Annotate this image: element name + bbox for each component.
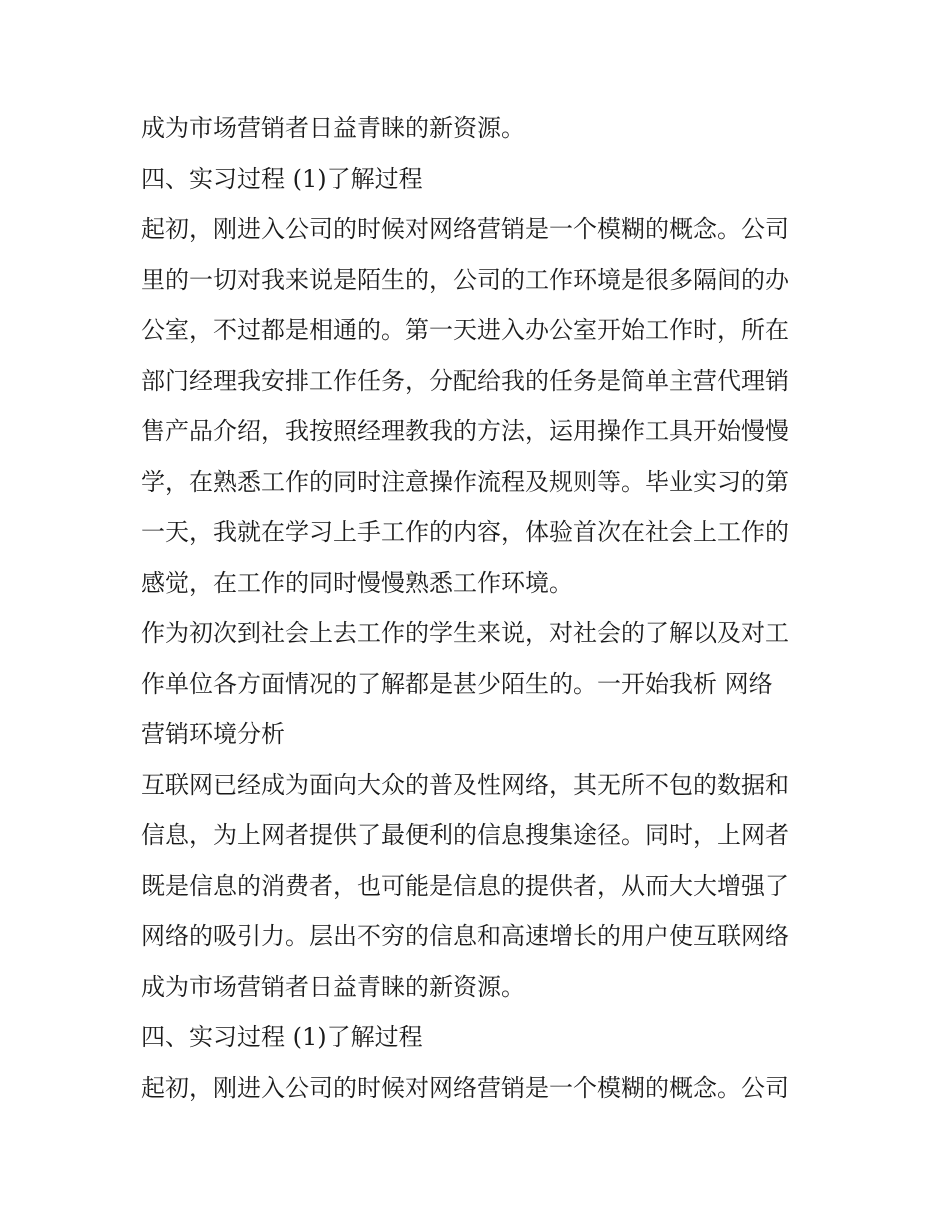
text-line: 起初，刚进入公司的时候对网络营销是一个模糊的概念。公司 <box>141 215 789 243</box>
section-heading: 四、实习过程 (1)了解过程 <box>141 1023 423 1051</box>
text-line: 网络的吸引力。层出不穷的信息和高速增长的用户使互联网络 <box>141 922 789 950</box>
text-line: 互联网已经成为面向大众的普及性网络，其无所不包的数据和 <box>141 770 789 799</box>
text-line: 既是信息的消费者，也可能是信息的提供者，从而大大增强了 <box>141 871 789 900</box>
text-line: 起初，刚进入公司的时候对网络营销是一个模糊的概念。公司 <box>141 1073 789 1102</box>
text-line: 里的一切对我来说是陌生的，公司的工作环境是很多隔间的办 <box>141 265 789 294</box>
body-text <box>141 103 821 1113</box>
text-line: 一天，我就在学习上手工作的内容，体验首次在社会上工作的 <box>141 518 789 546</box>
text-line: 作为初次到社会上去工作的学生来说，对社会的了解以及对工 <box>141 619 789 647</box>
text-line: 部门经理我安排工作任务，分配给我的任务是简单主营代理销 <box>141 366 789 395</box>
text-line: 信息，为上网者提供了最便利的信息搜集途径。同时，上网者 <box>141 821 789 849</box>
text-line: 售产品介绍，我按照经理教我的方法，运用操作工具开始慢慢 <box>141 417 789 445</box>
text-line: 成为市场营销者日益青睐的新资源。 <box>141 972 525 1001</box>
text-line: 作单位各方面情况的了解都是甚少陌生的。一开始我析 网络 <box>141 669 773 698</box>
section-heading: 四、实习过程 (1)了解过程 <box>141 164 423 193</box>
text-line: 公室，不过都是相通的。第一天进入办公室开始工作时，所在 <box>141 316 789 344</box>
text-line: 感觉，在工作的同时慢慢熟悉工作环境。 <box>141 568 573 597</box>
text-line: 成为市场营销者日益青睐的新资源。 <box>141 114 525 142</box>
text-line: 学，在熟悉工作的同时注意操作流程及规则等。毕业实习的第 <box>141 467 789 496</box>
text-line: 营销环境分析 <box>141 720 285 748</box>
